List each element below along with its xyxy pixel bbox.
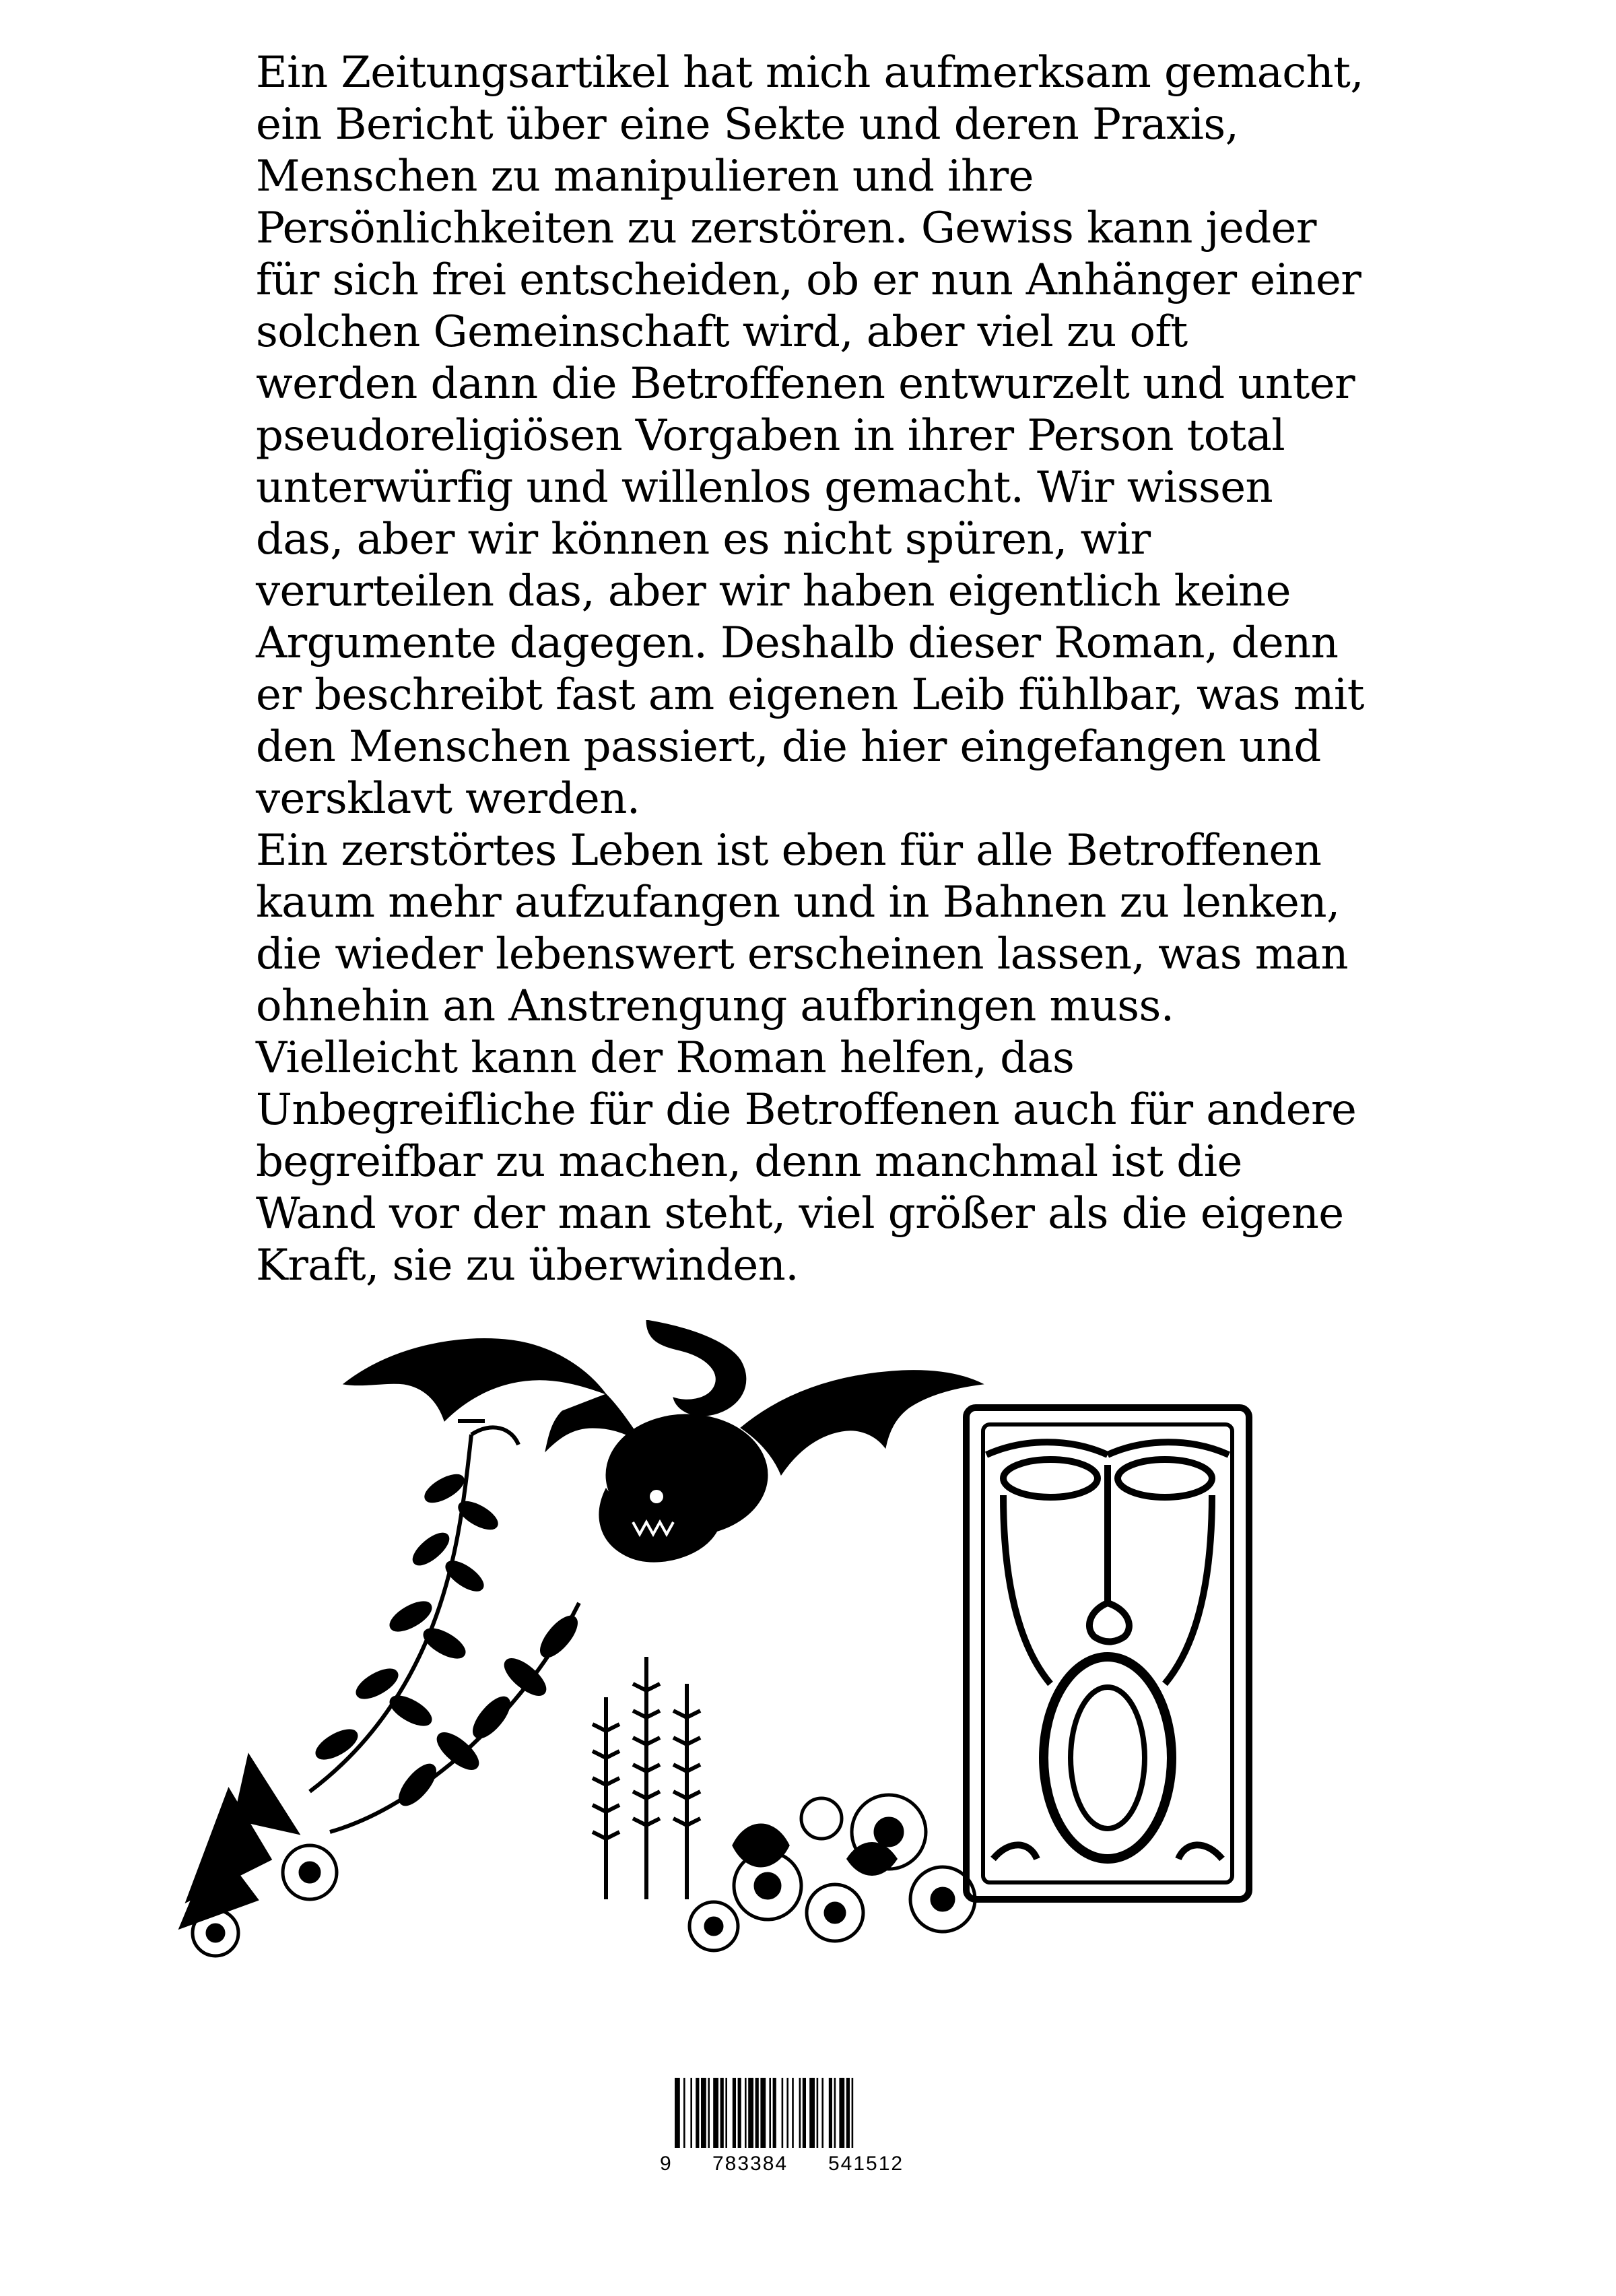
barcode-bar: [733, 2078, 736, 2148]
dragon-icon: [343, 1320, 983, 1562]
barcode-right-group: 541512: [828, 2153, 904, 2175]
barcode-bar: [829, 2078, 832, 2148]
barcode-bar: [713, 2078, 718, 2148]
blurb-text: [256, 47, 1454, 1292]
tiki-mask-icon: [966, 1408, 1249, 1899]
barcode-bar: [738, 2078, 741, 2148]
barcode-bar: [821, 2078, 823, 2148]
barcode-bar: [769, 2078, 771, 2148]
barcode-bar: [755, 2078, 759, 2148]
blurb-line: für sich frei entscheiden, ob er nun Anhänger einer: [256, 255, 1361, 305]
barcode-bar: [786, 2078, 788, 2148]
dragon-mask-floral-illustration: [175, 1320, 1306, 1967]
barcode-bar: [839, 2078, 844, 2148]
barcode-bar: [748, 2078, 753, 2148]
blurb-line: ein Bericht über eine Sekte und deren Praxis,: [256, 100, 1239, 150]
barcode-bar: [683, 2078, 685, 2148]
blurb-line: pseudoreligiösen Vorgaben in ihrer Person total: [256, 411, 1285, 461]
blurb-line: solchen Gemeinschaft wird, aber viel zu oft: [256, 307, 1188, 357]
barcode-bar: [720, 2078, 724, 2148]
barcode-first-digit: 9: [660, 2153, 671, 2175]
blurb-line: Menschen zu manipulieren und ihre: [256, 152, 1034, 201]
barcode-left-group: 783384: [712, 2153, 788, 2175]
blurb-line: das, aber wir können es nicht spüren, wir: [256, 515, 1151, 564]
barcode-bar: [792, 2078, 794, 2148]
blurb-line: Ein zerstörtes Leben ist eben für alle Betroffenen: [256, 826, 1322, 876]
barcode-bar: [809, 2078, 815, 2148]
blurb-line: Argumente dagegen. Deshalb dieser Roman, denn: [256, 618, 1339, 668]
barcode-bar: [725, 2078, 727, 2148]
barcode-bar: [708, 2078, 710, 2148]
blurb-line: verurteilen das, aber wir haben eigentlich keine: [256, 566, 1291, 616]
barcode-bar: [834, 2078, 836, 2148]
blurb-line: die wieder lebenswert erscheinen lassen, was man: [256, 929, 1348, 979]
barcode-bar: [745, 2078, 747, 2148]
blurb-line: Wand vor der man steht, viel größer als die eigene: [256, 1189, 1344, 1239]
isbn-barcode: [660, 2078, 949, 2179]
barcode-bar: [803, 2078, 806, 2148]
barcode-bar: [799, 2078, 801, 2148]
barcode-digits: [660, 2151, 949, 2177]
barcode-bar: [760, 2078, 766, 2148]
blurb-line: ohnehin an Anstrengung aufbringen muss.: [256, 981, 1174, 1031]
barcode-bar: [690, 2078, 692, 2148]
barcode-bar: [701, 2078, 706, 2148]
barcode-bar: [852, 2078, 854, 2148]
blurb-line: Ein Zeitungsartikel hat mich aufmerksam gemacht,: [256, 48, 1364, 98]
blurb-line: er beschreibt fast am eigenen Leib fühlbar, was mit: [256, 670, 1364, 720]
blurb-line: Persönlichkeiten zu zerstören. Gewiss kann jeder: [256, 203, 1316, 253]
blurb-line: begreifbar zu machen, denn manchmal ist die: [256, 1137, 1242, 1187]
blurb-line: werden dann die Betroffenen entwurzelt und unter: [256, 359, 1355, 409]
blurb-line: den Menschen passiert, die hier eingefangen und: [256, 722, 1321, 772]
flowers-icon: [193, 1795, 975, 1956]
barcode-bar: [817, 2078, 819, 2148]
barcode-bar: [846, 2078, 850, 2148]
blurb-line: versklavt werden.: [256, 774, 640, 824]
barcode-bar: [782, 2078, 784, 2148]
barcode-bar: [696, 2078, 699, 2148]
blurb-line: Unbegreifliche für die Betroffenen auch für andere: [256, 1085, 1357, 1135]
blurb-line: kaum mehr aufzufangen und in Bahnen zu lenken,: [256, 878, 1340, 927]
barcode-bar: [773, 2078, 776, 2148]
barcode-bars: [660, 2078, 949, 2151]
blurb-line: unterwürfig und willenlos gemacht. Wir wissen: [256, 463, 1273, 513]
barcode-bar: [675, 2078, 680, 2148]
blurb-line: Kraft, sie zu überwinden.: [256, 1241, 799, 1290]
blurb-line: Vielleicht kann der Roman helfen, das: [256, 1033, 1075, 1083]
